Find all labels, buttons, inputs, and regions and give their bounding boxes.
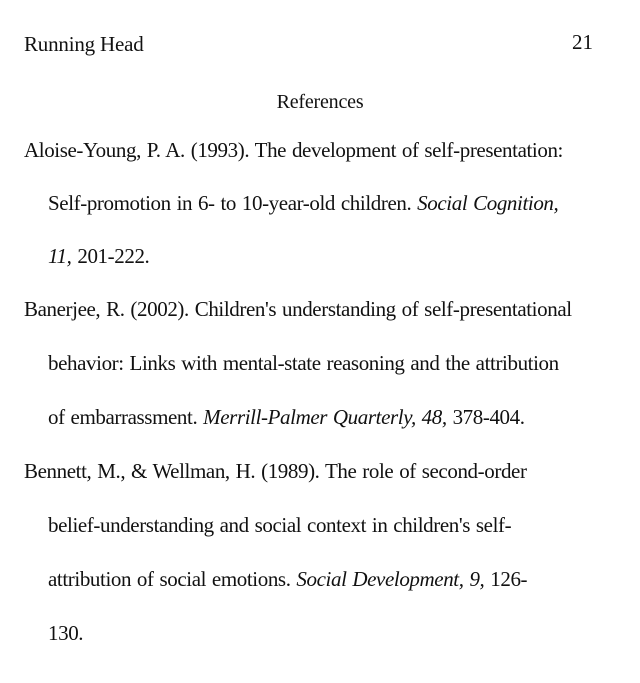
- reference-text-segment: Aloise-Young, P. A. (1993). The development of self-presentation:: [24, 138, 563, 162]
- reference-line: [24, 136, 563, 164]
- reference-text-segment: Bennett, M., & Wellman, H. (1989). The role of second-order: [24, 459, 527, 483]
- journal-volume: 11,: [48, 244, 72, 268]
- reference-line: [48, 565, 527, 593]
- reference-line: [48, 511, 511, 539]
- page-number: 21: [572, 30, 593, 54]
- reference-text-segment: belief-understanding and social context in children's self-: [48, 513, 512, 537]
- reference-line: [48, 242, 149, 270]
- reference-line: [24, 295, 572, 323]
- reference-line: [48, 189, 558, 217]
- reference-line: [48, 403, 525, 431]
- journal-title: Social Cognition,: [417, 191, 559, 215]
- running-head: Running Head: [24, 32, 144, 56]
- reference-line: [24, 457, 527, 485]
- reference-text-segment: 378-404.: [446, 405, 525, 429]
- reference-line: [48, 349, 559, 377]
- journal-title: Merrill-Palmer Quarterly, 48,: [203, 405, 447, 429]
- reference-text-segment: Banerjee, R. (2002). Children's understanding of self-presentational: [24, 297, 572, 321]
- reference-text-segment: of embarrassment.: [48, 405, 204, 429]
- reference-text-segment: Self-promotion in 6- to 10-year-old children.: [48, 191, 418, 215]
- reference-text-segment: 126-: [484, 567, 528, 591]
- reference-text-segment: 130.: [48, 621, 84, 645]
- reference-text-segment: attribution of social emotions.: [48, 567, 297, 591]
- reference-text-segment: behavior: Links with mental-state reasoning and the attribution: [48, 351, 559, 375]
- journal-title: Social Development, 9,: [296, 567, 485, 591]
- references-heading: References: [276, 91, 364, 113]
- reference-line: [48, 619, 83, 647]
- reference-text-segment: 201-222.: [71, 244, 150, 268]
